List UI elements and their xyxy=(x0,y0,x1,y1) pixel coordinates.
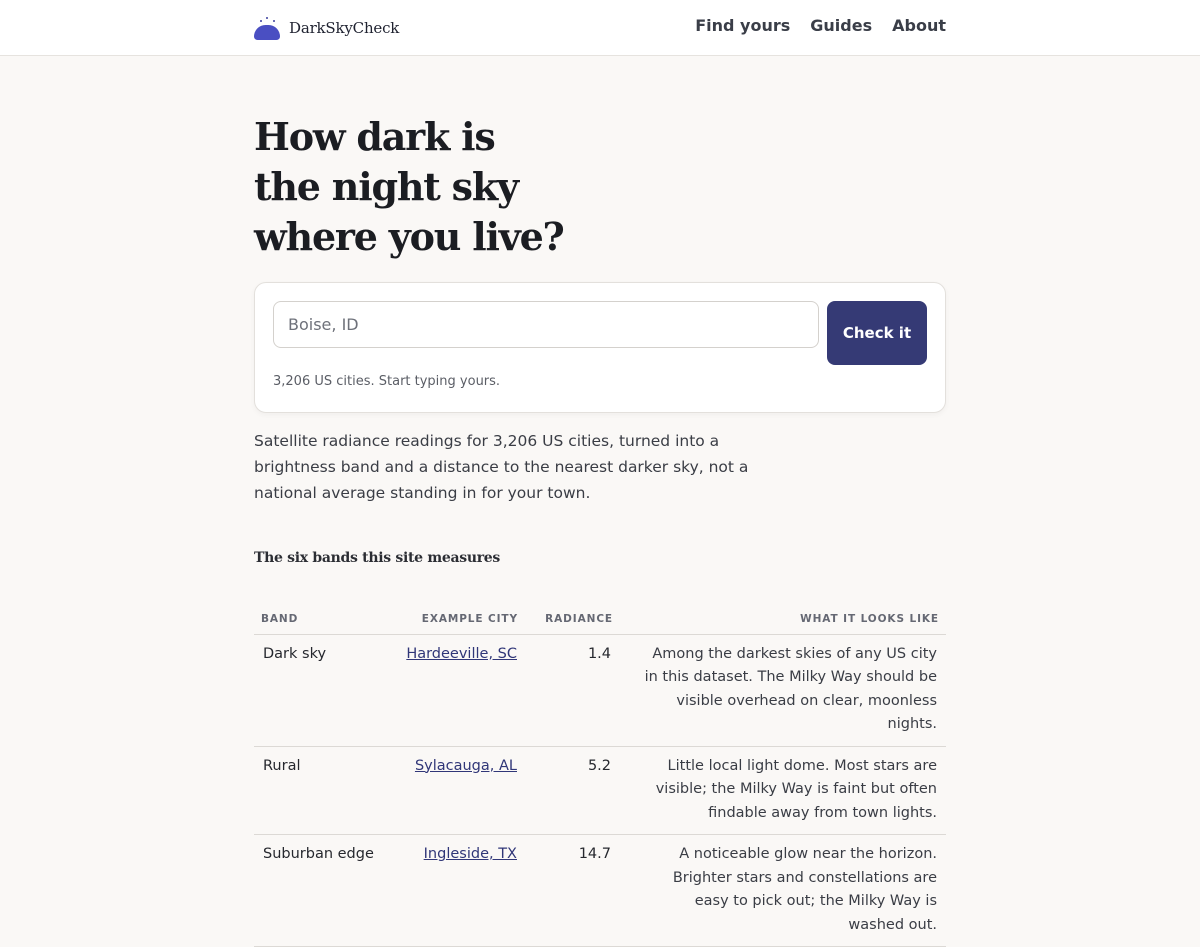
band-name: Suburban edge xyxy=(254,835,394,947)
intro-text: Satellite radiance readings for 3,206 US cities, turned into a brightness band and a distance to the nearest darker sky, not a national average standing in for your town. xyxy=(254,432,749,502)
table-row xyxy=(254,746,946,835)
example-city-link[interactable]: Hardeeville, SC xyxy=(406,645,517,662)
radiance-value: 1.4 xyxy=(534,634,620,746)
page-title xyxy=(254,112,654,262)
example-city-link[interactable]: Ingleside, TX xyxy=(423,846,517,862)
table-row xyxy=(254,835,946,947)
band-name: Dark sky xyxy=(254,634,394,746)
check-it-button[interactable]: Check it xyxy=(827,301,927,365)
title-line: How dark is xyxy=(254,114,495,159)
nav-about[interactable]: About xyxy=(892,16,946,35)
night-sky-dome-icon xyxy=(254,15,280,41)
column-header-description: WHAT IT LOOKS LIKE xyxy=(620,604,946,634)
table-header-row xyxy=(254,604,946,634)
band-name: Rural xyxy=(254,746,394,835)
band-description: Little local light dome. Most stars are visible; the Milky Way is faint but often findable away from town lights. xyxy=(655,757,937,821)
search-card xyxy=(254,282,946,413)
column-header-band: BAND xyxy=(254,604,394,634)
column-header-radiance: RADIANCE xyxy=(534,604,620,634)
radiance-value: 14.7 xyxy=(534,835,620,947)
example-city-link[interactable]: Sylacauga, AL xyxy=(414,757,517,774)
top-bar xyxy=(0,0,1200,56)
city-search-input[interactable] xyxy=(273,301,819,348)
nav-find-yours[interactable]: Find yours xyxy=(695,16,791,35)
brand[interactable] xyxy=(254,15,399,41)
title-line: the night sky xyxy=(254,164,518,209)
radiance-value: 5.2 xyxy=(534,746,620,835)
search-hint: 3,206 US cities. Start typing yours. xyxy=(273,374,501,389)
nav-guides[interactable]: Guides xyxy=(810,16,873,35)
column-header-example-city: EXAMPLE CITY xyxy=(394,604,534,634)
title-line: where you live? xyxy=(254,214,564,259)
band-description: Among the darkest skies of any US city in this dataset. The Milky Way should be visible overhead on clear, moonless nights. xyxy=(644,645,937,732)
brand-name: DarkSkyCheck xyxy=(289,19,400,37)
band-description: A noticeable glow near the horizon. Brighter stars and constellations are easy to pick out; the Milky Way is washed out. xyxy=(672,846,937,933)
bands-table xyxy=(254,604,946,947)
main-nav xyxy=(695,16,946,35)
section-title: The six bands this site measures xyxy=(254,550,500,566)
table-row xyxy=(254,634,946,746)
